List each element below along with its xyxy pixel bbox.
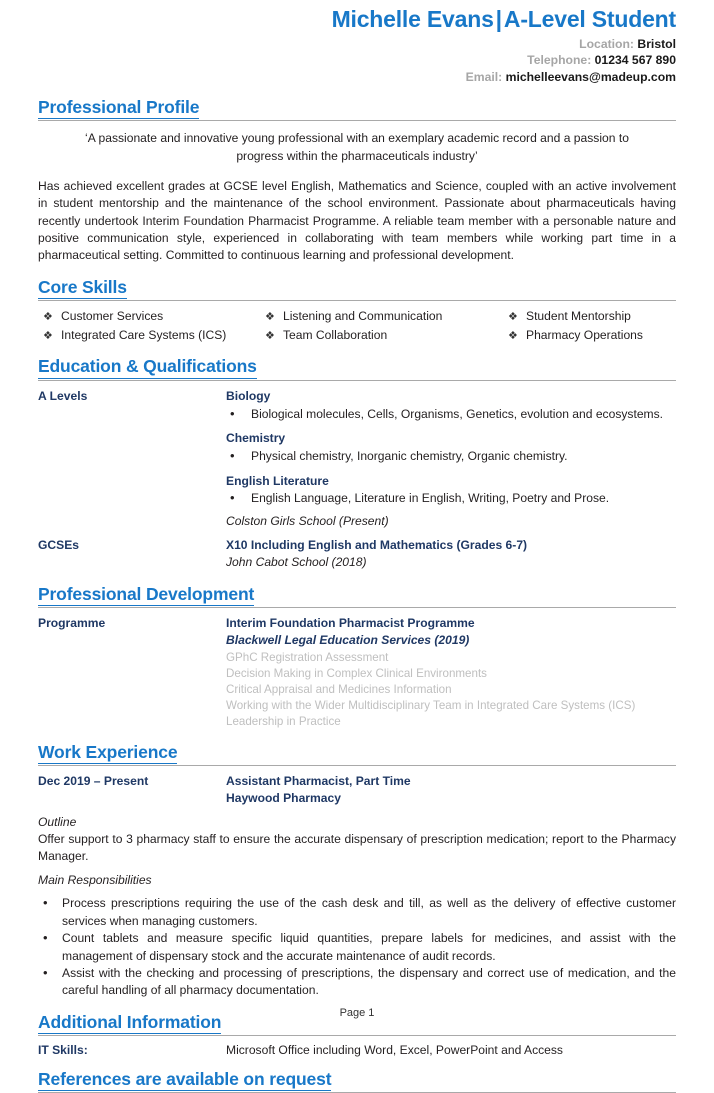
- diamond-bullet-icon: ❖: [43, 329, 53, 342]
- responsibility-text: Process prescriptions requiring the use of the cash desk and till, as well as the delivery of effective customer services when managing customers.: [62, 896, 676, 928]
- contact-location: [38, 36, 676, 52]
- contact-telephone: [38, 52, 676, 68]
- section-heading-references: [38, 1070, 676, 1093]
- contact-telephone-value: 01234 567 890: [594, 53, 676, 68]
- contact-block: [38, 36, 676, 85]
- it-skills-label: IT Skills:: [38, 1043, 88, 1057]
- programme-provider: Blackwell Legal Education Services (2019): [226, 633, 470, 648]
- additional-information-row: [38, 1043, 676, 1057]
- section-heading-education: [38, 357, 676, 380]
- education-entry-label: A Levels: [38, 388, 88, 403]
- skill-label: Student Mentorship: [526, 309, 631, 324]
- responsibility-text: Assist with the checking and processing of prescriptions, the dispensary and correct use of medication, and the careful handling of all pharmacy documentation.: [62, 965, 676, 998]
- education-entry-label: GCSEs: [38, 538, 79, 553]
- programme-module: Decision Making in Complex Clinical Environments: [226, 666, 487, 680]
- education-entry-title: X10 Including English and Mathematics (Grades 6-7): [226, 538, 528, 553]
- education-entry-body: [226, 388, 676, 531]
- diamond-bullet-icon: ❖: [265, 329, 275, 342]
- subject-detail: [226, 406, 676, 424]
- responsibility-item: [38, 965, 676, 1000]
- subject-detail: [226, 448, 676, 466]
- subject-title: Biology: [226, 388, 271, 403]
- responsibility-item: [38, 930, 676, 965]
- core-skills-grid: [38, 308, 676, 344]
- round-bullet-icon: •: [230, 405, 235, 421]
- skill-label: Listening and Communication: [283, 309, 443, 324]
- round-bullet-icon: •: [43, 895, 48, 911]
- round-bullet-icon: •: [230, 490, 235, 506]
- title-separator: |: [495, 6, 502, 32]
- skill-label: Customer Services: [61, 309, 164, 324]
- skill-label: Team Collaboration: [283, 327, 388, 342]
- profile-quote: ‘A passionate and innovative young professional with an exemplary academic record and a passion to progress within the pharmaceuticals industry’: [85, 131, 629, 163]
- candidate-name: Michelle Evans: [331, 6, 494, 32]
- section-heading-profile-label: Professional Profile: [38, 98, 199, 119]
- section-heading-work-experience: [38, 743, 676, 766]
- section-heading-core-skills: [38, 278, 676, 301]
- work-entry-body: [226, 773, 676, 807]
- education-entry-gcses: [38, 537, 676, 571]
- section-heading-professional-development: [38, 585, 676, 608]
- outline-text: Offer support to 3 pharmacy staff to ensure the accurate dispensary of prescription medication; report to the Pharmacy Manager.: [38, 831, 676, 863]
- programme-label: Programme: [38, 616, 106, 631]
- programme-module: Leadership in Practice: [226, 714, 341, 728]
- programme-module: GPhC Registration Assessment: [226, 650, 389, 664]
- contact-location-label: Location:: [579, 37, 634, 52]
- diamond-bullet-icon: ❖: [265, 311, 275, 324]
- programme-title: Interim Foundation Pharmacist Programme: [226, 616, 475, 631]
- education-entry-body: [226, 537, 676, 571]
- section-heading-work-experience-label: Work Experience: [38, 743, 177, 764]
- programme-module: Working with the Wider Multidisciplinary Team in Integrated Care Systems (ICS): [226, 698, 636, 712]
- subject-detail-text: English Language, Literature in English, Writing, Poetry and Prose.: [251, 491, 610, 506]
- diamond-bullet-icon: ❖: [508, 329, 518, 342]
- section-heading-profile: [38, 98, 676, 121]
- section-heading-core-skills-label: Core Skills: [38, 278, 127, 299]
- diamond-bullet-icon: ❖: [508, 311, 518, 324]
- skill-item: [43, 327, 265, 345]
- diamond-bullet-icon: ❖: [43, 311, 53, 324]
- education-institution: Colston Girls School (Present): [226, 513, 389, 528]
- subject-detail: [226, 490, 676, 508]
- contact-location-value: Bristol: [637, 37, 676, 52]
- programme-body: [226, 615, 676, 729]
- outline-label: Outline: [38, 814, 77, 829]
- responsibilities-list: [38, 895, 676, 999]
- responsibilities-label: Main Responsibilities: [38, 873, 152, 888]
- education-entry-a-levels: [38, 388, 676, 531]
- round-bullet-icon: •: [43, 930, 48, 946]
- subject-detail-text: Physical chemistry, Inorganic chemistry, Organic chemistry.: [251, 448, 568, 463]
- cv-header: [38, 0, 676, 85]
- section-heading-references-label: References are available on request: [38, 1070, 331, 1091]
- page-title: [38, 6, 676, 33]
- candidate-role: A-Level Student: [503, 6, 676, 32]
- skill-item: [43, 308, 265, 326]
- programme-module: Critical Appraisal and Medicines Information: [226, 682, 452, 696]
- contact-email-label: Email:: [465, 69, 503, 84]
- work-experience-entry: [38, 773, 676, 807]
- professional-development-entry: [38, 615, 676, 729]
- contact-email: [38, 69, 676, 85]
- subject-title: Chemistry: [226, 431, 286, 446]
- page-footer: Page 1: [339, 1007, 375, 1019]
- skill-label: Pharmacy Operations: [526, 327, 643, 342]
- section-heading-additional-information-label: Additional Information: [38, 1013, 221, 1034]
- contact-email-value: michelleevans@madeup.com: [505, 69, 676, 84]
- responsibility-text: Count tablets and measure specific liquid quantities, prepare labels for medicines, and assist with the management of dispensary stock and the accurate maintenance of audit records.: [62, 931, 676, 963]
- job-title: Assistant Pharmacist, Part Time: [226, 773, 411, 788]
- education-institution: John Cabot School (2018): [226, 555, 367, 570]
- section-heading-education-label: Education & Qualifications: [38, 357, 257, 378]
- subject-detail-text: Biological molecules, Cells, Organisms, Genetics, evolution and ecosystems.: [251, 406, 664, 421]
- it-skills-value: Microsoft Office including Word, Excel, PowerPoint and Access: [226, 1043, 563, 1057]
- skill-item: [265, 308, 508, 326]
- skill-item: [508, 308, 676, 326]
- subject-title: English Literature: [226, 473, 329, 488]
- skill-item: [508, 327, 676, 345]
- round-bullet-icon: •: [230, 447, 235, 463]
- skill-label: Integrated Care Systems (ICS): [61, 327, 227, 342]
- profile-summary: Has achieved excellent grades at GCSE level English, Mathematics and Science, coupled with an active involvement in student mentorship and the maintenance of the school environment. Passionate about pharmaceuticals having recently undertook Interim Foundation Pharmacist Programme. A reliable team member with a personable nature and positive communication style, experienced in collaborating with team members while working part time in a pharmaceutical setting. Committed to continuous learning and professional development.: [38, 178, 676, 263]
- section-heading-professional-development-label: Professional Development: [38, 585, 254, 606]
- employer-name: Haywood Pharmacy: [226, 790, 341, 805]
- round-bullet-icon: •: [43, 964, 48, 980]
- responsibility-item: [38, 895, 676, 930]
- skill-item: [265, 327, 508, 345]
- contact-telephone-label: Telephone:: [527, 53, 592, 68]
- work-dates: Dec 2019 – Present: [38, 773, 149, 788]
